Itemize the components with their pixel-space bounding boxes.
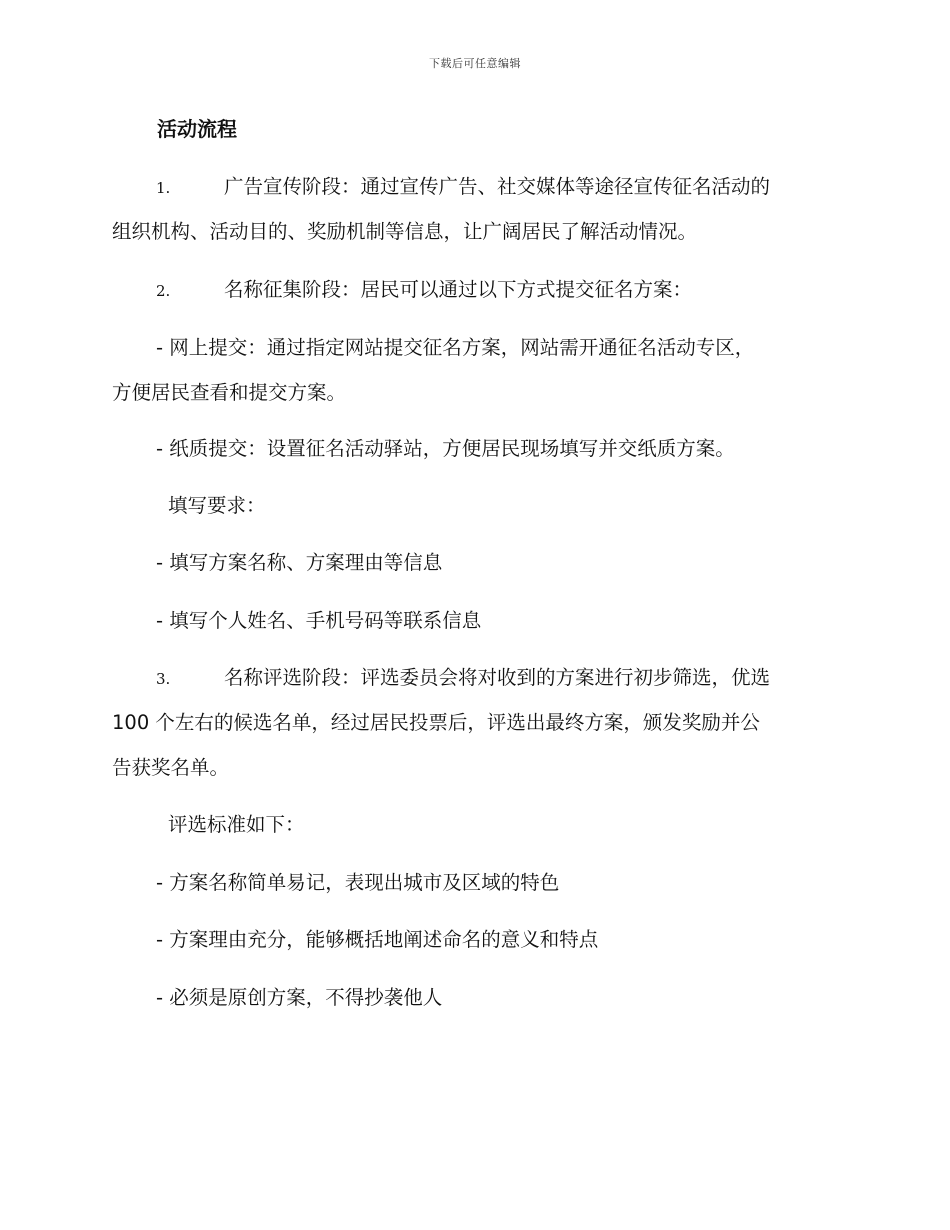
paragraph-6 xyxy=(112,540,842,585)
paragraph-1-line-1: 广告宣传阶段：通过宣传广告、社交媒体等途径宣传征名活动的 xyxy=(224,175,771,198)
paragraph-4 xyxy=(112,426,842,471)
paragraph-5-line-1: 填写要求： xyxy=(168,494,266,517)
section-heading: 活动流程 xyxy=(157,117,237,141)
paragraph-8-line-3: 告获奖名单。 xyxy=(112,756,230,779)
paragraph-8 xyxy=(112,655,842,790)
paragraph-5 xyxy=(112,483,842,528)
paragraph-7-line-1: - 填写个人姓名、手机号码等联系信息 xyxy=(156,609,482,632)
paragraph-7 xyxy=(112,598,842,643)
paragraph-12-line-1: - 必须是原创方案，不得抄袭他人 xyxy=(156,986,443,1009)
paragraph-10 xyxy=(112,860,842,905)
paragraph-8-line-1: 名称评选阶段：评选委员会将对收到的方案进行初步筛选，优选 xyxy=(224,666,771,689)
paragraph-1 xyxy=(112,164,842,254)
paragraph-12 xyxy=(112,975,842,1020)
paragraph-6-line-1: - 填写方案名称、方案理由等信息 xyxy=(156,551,443,574)
paragraph-3-line-2: 方便居民查看和提交方案。 xyxy=(112,381,347,404)
paragraph-1-line-2: 组织机构、活动目的、奖励机制等信息，让广阔居民了解活动情况。 xyxy=(112,220,698,243)
paragraph-4-line-1: - 纸质提交：设置征名活动驿站，方便居民现场填写并交纸质方案。 xyxy=(156,437,735,460)
list-number-1: 1. xyxy=(156,179,171,197)
paragraph-8-line-2: 100 个左右的候选名单，经过居民投票后，评选出最终方案，颁发奖励并公 xyxy=(112,711,760,734)
list-number-2: 2. xyxy=(156,282,171,300)
paragraph-11-line-1: - 方案理由充分，能够概括地阐述命名的意义和特点 xyxy=(156,928,599,951)
paragraph-3-line-1: - 网上提交：通过指定网站提交征名方案，网站需开通征名活动专区， xyxy=(156,336,755,359)
header-note: 下载后可任意编辑 xyxy=(429,57,521,70)
paragraph-11 xyxy=(112,917,842,962)
paragraph-2 xyxy=(112,267,842,312)
paragraph-10-line-1: - 方案名称简单易记，表现出城市及区域的特色 xyxy=(156,871,560,894)
list-number-3: 3. xyxy=(156,670,171,688)
paragraph-9 xyxy=(112,802,842,847)
paragraph-3 xyxy=(112,325,842,415)
paragraph-9-line-1: 评选标准如下： xyxy=(168,813,305,836)
paragraph-2-line-1: 名称征集阶段：居民可以通过以下方式提交征名方案： xyxy=(224,278,693,301)
